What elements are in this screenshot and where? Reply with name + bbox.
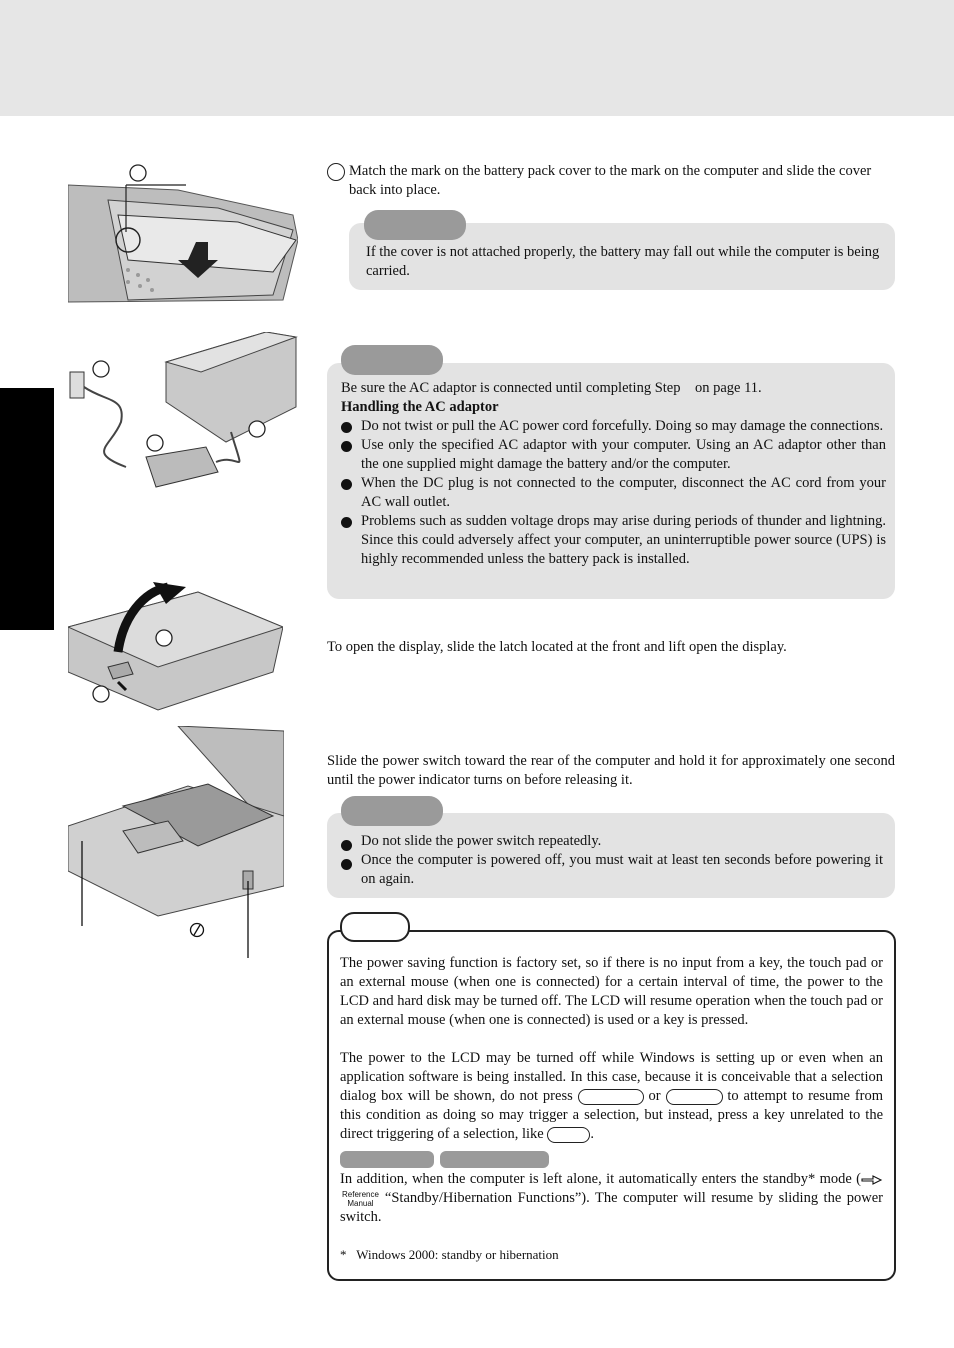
bullet-icon: [341, 859, 352, 870]
power-on-instruction: Slide the power switch toward the rear of the computer and hold it for approximately one second until the power indicator turns on before releasing it.: [327, 753, 895, 788]
os-label-pill: [340, 1151, 434, 1168]
power-switch-illustration: [68, 726, 284, 962]
caution-label-pill: [364, 210, 466, 240]
battery-cover-instruction: Match the mark on the battery pack cover to the mark on the computer and slide the cover back into place.: [349, 163, 872, 198]
list-item: When the DC plug is not connected to the computer, disconnect the AC cord from your AC wall outlet.: [341, 474, 886, 512]
page-header-band: [0, 0, 954, 116]
battery-cover-illustration: [68, 160, 298, 305]
power-caution-content: [341, 832, 883, 889]
ac-adaptor-illustration: [66, 332, 298, 510]
open-display-illustration: [68, 582, 283, 712]
note-paragraph-1: The power saving function is factory set, so if there is no input from a key, the touch pad or an external mouse (when one is connected) for a certain interval of time, the power to the LCD and hard disk may be turned off. The LCD will resume operation when the touch pad or an external mouse (when one is connected) is used or a key is pressed.: [340, 955, 883, 1028]
caution-label-pill: [341, 796, 443, 826]
note-footnote: * Windows 2000: standby or hibernation: [340, 1247, 559, 1262]
list-item: Problems such as sudden voltage drops may arise during periods of thunder and lightning. Since this could adversely affect your computer, an uninterruptible power source (UPS) is highly recommended unless the battery pack is installed.: [341, 512, 886, 569]
caution-label-pill: [341, 345, 443, 375]
os-label-pill: [440, 1151, 549, 1168]
bullet-icon: [341, 422, 352, 433]
key-box: [578, 1089, 644, 1105]
bullet-icon: [341, 479, 352, 490]
step-number-circle: [327, 163, 345, 181]
bullet-icon: [341, 441, 352, 452]
ac-handling-heading: Handling the AC adaptor: [341, 399, 499, 415]
battery-caution-text: If the cover is not attached properly, the battery may fall out while the computer is being carried.: [366, 244, 880, 279]
key-box: [666, 1089, 723, 1105]
list-item: Use only the specified AC adaptor with your computer. Using an AC adaptor other than the one supplied might damage the battery and/or the computer.: [341, 436, 886, 474]
note-label-tab: [340, 912, 410, 942]
chapter-side-tab: [0, 388, 54, 630]
power-icon: [189, 922, 205, 938]
pointing-hand-icon: [861, 1173, 883, 1187]
open-display-instruction: To open the display, slide the latch located at the front and lift open the display.: [327, 639, 787, 655]
note-paragraph-2: The power to the LCD may be turned off while Windows is setting up or even when an application software is being installed. In this case, because it is conceivable that a selection dialog box will be shown, do not press or to attempt to resume from this condition as doing so may trigger a selection, but instead, press a key unrelated to the direct triggering of a selection, like .: [340, 1050, 884, 1142]
reference-manual-icon: Reference Manual: [342, 1189, 379, 1208]
list-item: Do not twist or pull the AC power cord forcefully. Doing so may damage the connections.: [341, 417, 886, 436]
bullet-icon: [341, 517, 352, 528]
key-box: [547, 1127, 590, 1143]
bullet-icon: [341, 840, 352, 851]
ac-caution-content: [341, 379, 886, 569]
list-item: Do not slide the power switch repeatedly.: [341, 832, 883, 851]
list-item: Once the computer is powered off, you must wait at least ten seconds before powering it on again.: [341, 851, 883, 889]
ac-caution-intro: Be sure the AC adaptor is connected until completing Step on page 11.: [341, 380, 762, 396]
note-paragraph-3: In addition, when the computer is left alone, it automatically enters the standby* mode ( Reference Manual “Standby/Hibernation Functions”). The computer will resume by sliding the power switch.: [340, 1171, 883, 1225]
